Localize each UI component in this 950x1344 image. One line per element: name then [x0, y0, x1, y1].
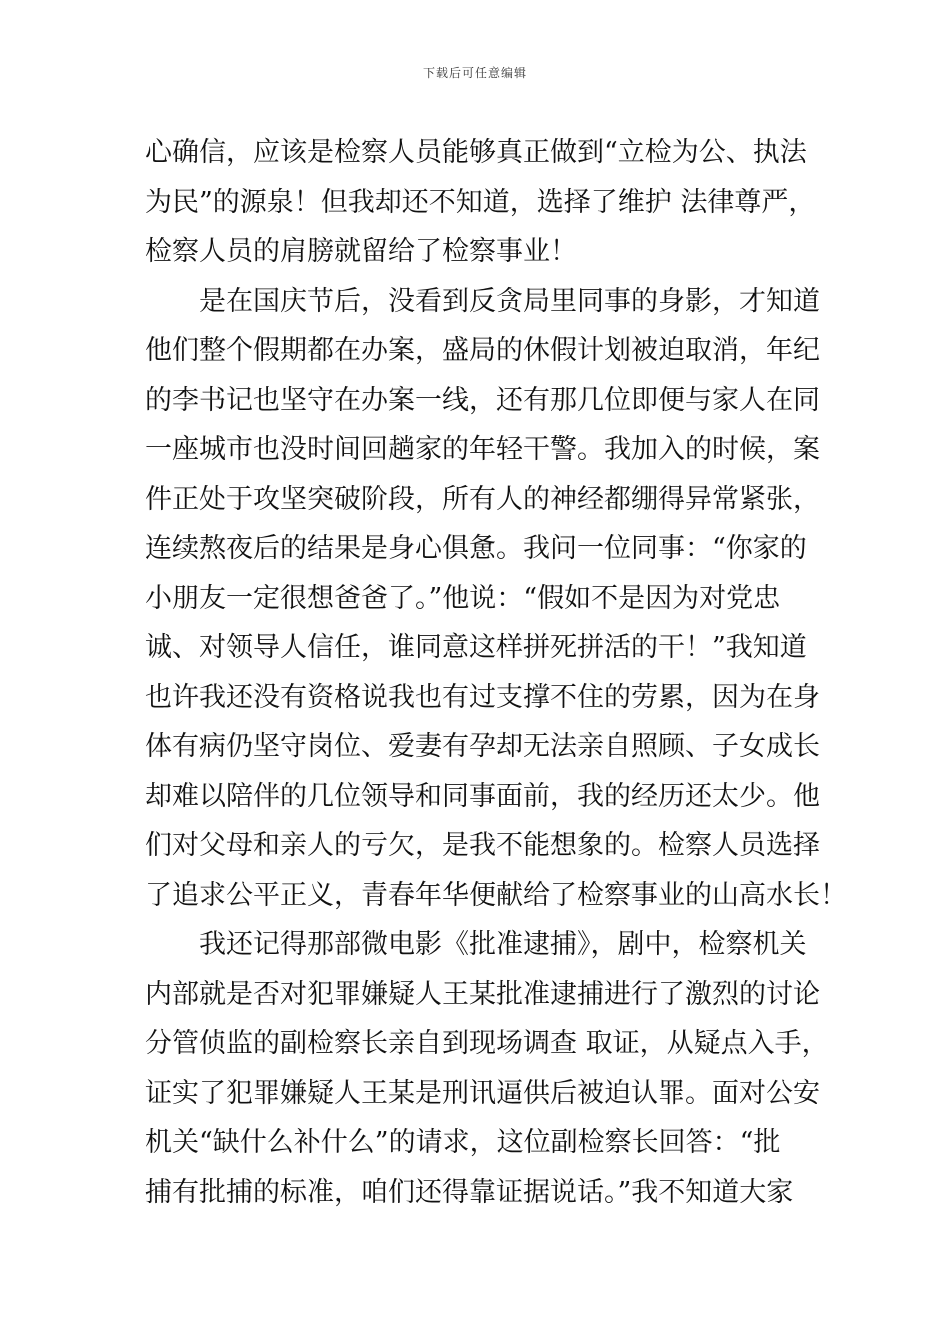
- text-line: 体有病仍坚守岗位、爱妻有孕却无法亲自照顾、子女成长: [145, 731, 820, 762]
- text-line: 也许我还没有资格说我也有过支撑不住的劳累，因为在身: [145, 681, 820, 713]
- text-line: 是在国庆节后，没看到反贪局里同事的身影，才知道: [145, 285, 820, 317]
- text-line: 的李书记也坚守在办案一线，还有那几位即便与家人在同: [145, 384, 820, 416]
- text-line: 分管侦监的副检察长亲自到现场调查 取证，从疑点入手，: [145, 1028, 829, 1059]
- text-line: 们对父母和亲人的亏欠，是我不能想象的。检察人员选择: [145, 830, 820, 861]
- text-line: 检察人员的肩膀就留给了检察事业！: [145, 236, 577, 267]
- text-line: 一座城市也没时间回趟家的年轻干警。我加入的时候，案: [145, 434, 820, 465]
- page-header: 下载后可任意编辑: [422, 66, 527, 80]
- text-line: 连续熬夜后的结果是身心俱惫。我问一位同事：“你家的: [145, 533, 807, 564]
- text-line: 证实了犯罪嫌疑人王某是刑讯逼供后被迫认罪。面对公安: [145, 1077, 820, 1109]
- text-line: 了追求公平正义，青春年华便献给了检察事业的山高水长！: [145, 879, 847, 911]
- text-line: 他们整个假期都在办案，盛局的休假计划被迫取消，年纪: [145, 335, 820, 366]
- text-line: 为民”的源泉！但我却还不知道，选择了维护 法律尊严，: [145, 186, 816, 218]
- text-line: 诚、对领导人信任，谁同意这样拼死拼活的干！”我知道: [145, 632, 807, 663]
- text-line: 捕有批捕的标准，咱们还得靠证据说话。”我不知道大家: [145, 1176, 794, 1208]
- text-line: 件正处于攻坚突破阶段，所有人的神经都绷得异常紧张，: [145, 483, 820, 515]
- document-body: [145, 128, 847, 1217]
- text-line: 心确信，应该是检察人员能够真正做到“立检为公、执法: [145, 137, 807, 168]
- text-line: 机关“缺什么补什么”的请求，这位副检察长回答：“批: [145, 1127, 781, 1158]
- text-line: 却难以陪伴的几位领导和同事面前，我的经历还太少。他: [145, 780, 820, 812]
- text-line: 内部就是否对犯罪嫌疑人王某批准逮捕进行了激烈的讨论: [145, 978, 820, 1010]
- text-line: 小朋友一定很想爸爸了。”他说：“假如不是因为对党忠: [145, 582, 781, 614]
- text-line: 我还记得那部微电影《批准逮捕》，剧中，检察机关: [145, 929, 807, 960]
